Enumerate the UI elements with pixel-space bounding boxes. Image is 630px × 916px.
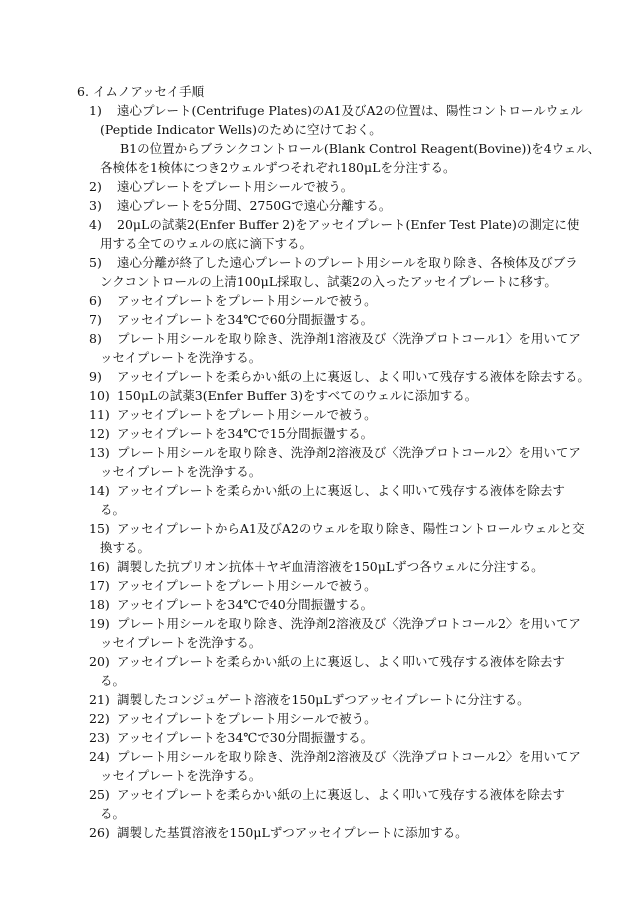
- step-number: 16): [89, 559, 110, 574]
- step-text-line: プレート用シールを取り除き、洗浄剤2溶液及び〈洗浄プロトコール2〉を用いてア: [117, 445, 581, 460]
- step-number: 9): [89, 369, 102, 384]
- procedure-step: [0, 253, 630, 291]
- step-number: 23): [89, 730, 110, 745]
- step-number: 2): [89, 179, 102, 194]
- procedure-step: [0, 728, 630, 747]
- procedure-step: [0, 652, 630, 690]
- step-text-line: 遠心分離が終了した遠心プレートのプレート用シールを取り除き、各検体及びブラ: [117, 255, 578, 270]
- step-number: 25): [89, 787, 110, 802]
- procedure-step: [0, 823, 630, 842]
- procedure-step: [0, 196, 630, 215]
- step-text-line: 用する全てのウェルの底に滴下する。: [100, 236, 313, 251]
- procedure-step: [0, 747, 630, 785]
- step-text-line: アッセイプレートを34℃で30分間振盪する。: [117, 730, 374, 745]
- step-text-line: 150μLの試薬3(Enfer Buffer 3)をすべてのウェルに添加する。: [117, 388, 478, 403]
- step-text-line: アッセイプレートをプレート用シールで被う。: [117, 293, 377, 308]
- section-title: 6. イムノアッセイ手順: [77, 84, 205, 99]
- step-text-line: アッセイプレートを柔らかい紙の上に裏返し、よく叩いて残存する液体を除去す: [117, 483, 565, 498]
- step-text-line: 20μLの試薬2(Enfer Buffer 2)をアッセイプレート(Enfer Test Plate)の測定に使: [117, 217, 580, 232]
- step-text-line: 各検体を1検体につき2ウェルずつそれぞれ180μLを分注する。: [100, 160, 456, 175]
- step-number: 5): [89, 255, 102, 270]
- step-text-line: アッセイプレートを34℃で15分間振盪する。: [117, 426, 374, 441]
- step-number: 14): [89, 483, 110, 498]
- procedure-step: [0, 785, 630, 823]
- step-text-line: ッセイプレートを洗浄する。: [100, 768, 262, 783]
- step-text-line: 遠心プレート(Centrifuge Plates)のA1及びA2の位置は、陽性コントロールウェル: [117, 103, 583, 118]
- step-number: 15): [89, 521, 110, 536]
- step-text-line: B1の位置からブランクコントロール(Blank Control Reagent(Bovine))を4ウェル、: [120, 141, 601, 156]
- step-text-line: る。: [100, 502, 126, 517]
- step-number: 18): [89, 597, 110, 612]
- step-text-line: アッセイプレートを柔らかい紙の上に裏返し、よく叩いて残存する液体を除去す: [117, 654, 565, 669]
- procedure-step: [0, 424, 630, 443]
- step-number: 26): [89, 825, 110, 840]
- procedure-step: [0, 690, 630, 709]
- procedure-step: [0, 405, 630, 424]
- step-text-line: 換する。: [100, 540, 151, 555]
- step-number: 24): [89, 749, 110, 764]
- step-text-line: 遠心プレートをプレート用シールで被う。: [117, 179, 354, 194]
- procedure-step: [0, 367, 630, 386]
- procedure-step: [0, 557, 630, 576]
- step-text-line: アッセイプレートをプレート用シールで被う。: [117, 578, 377, 593]
- step-text-line: る。: [100, 806, 126, 821]
- step-number: 21): [89, 692, 110, 707]
- procedure-step: [0, 386, 630, 405]
- procedure-step: [0, 519, 630, 557]
- step-number: 10): [89, 388, 110, 403]
- procedure-step: [0, 709, 630, 728]
- procedure-step: [0, 576, 630, 595]
- procedure-step: [0, 291, 630, 310]
- step-number: 22): [89, 711, 110, 726]
- procedure-list: [0, 101, 630, 842]
- step-text-line: アッセイプレートを柔らかい紙の上に裏返し、よく叩いて残存する液体を除去す: [117, 787, 565, 802]
- procedure-step: [0, 443, 630, 481]
- step-text-line: アッセイプレートを34℃で40分間振盪する。: [117, 597, 374, 612]
- procedure-step: [0, 329, 630, 367]
- step-number: 1): [89, 103, 102, 118]
- step-number: 8): [89, 331, 102, 346]
- step-text-line: プレート用シールを取り除き、洗浄剤2溶液及び〈洗浄プロトコール2〉を用いてア: [117, 749, 581, 764]
- step-text-line: る。: [100, 673, 126, 688]
- step-text-line: ッセイプレートを洗浄する。: [100, 635, 262, 650]
- procedure-step: [0, 481, 630, 519]
- step-text-line: アッセイプレートをプレート用シールで被う。: [117, 407, 377, 422]
- step-text-line: アッセイプレートからA1及びA2のウェルを取り除き、陽性コントロールウェルと交: [117, 521, 585, 536]
- step-text-line: 調製したコンジュゲート溶液を150μLずつアッセイプレートに分注する。: [117, 692, 530, 707]
- step-number: 6): [89, 293, 102, 308]
- step-text-line: プレート用シールを取り除き、洗浄剤2溶液及び〈洗浄プロトコール2〉を用いてア: [117, 616, 581, 631]
- step-text-line: 調製した抗プリオン抗体＋ヤギ血清溶液を150μLずつ各ウェルに分注する。: [117, 559, 544, 574]
- procedure-step: [0, 595, 630, 614]
- step-text-line: アッセイプレートを34℃で60分間振盪する。: [117, 312, 374, 327]
- step-text-line: ッセイプレートを洗浄する。: [100, 464, 262, 479]
- step-number: 12): [89, 426, 110, 441]
- step-number: 13): [89, 445, 110, 460]
- step-text-line: 遠心プレートを5分間、2750Gで遠心分離する。: [117, 198, 392, 213]
- step-number: 4): [89, 217, 102, 232]
- procedure-step: [0, 215, 630, 253]
- step-text-line: ッセイプレートを洗浄する。: [100, 350, 262, 365]
- procedure-step: [0, 101, 630, 177]
- step-text-line: ンクコントロールの上清100μL採取し、試薬2の入ったアッセイプレートに移す。: [100, 274, 557, 289]
- step-number: 19): [89, 616, 110, 631]
- step-number: 7): [89, 312, 102, 327]
- step-text-line: (Peptide Indicator Wells)のために空けておく。: [100, 122, 382, 137]
- step-number: 11): [89, 407, 110, 422]
- step-text-line: プレート用シールを取り除き、洗浄剤1溶液及び〈洗浄プロトコール1〉を用いてア: [117, 331, 581, 346]
- step-text-line: アッセイプレートをプレート用シールで被う。: [117, 711, 377, 726]
- step-number: 17): [89, 578, 110, 593]
- procedure-step: [0, 310, 630, 329]
- procedure-step: [0, 614, 630, 652]
- step-number: 20): [89, 654, 110, 669]
- procedure-step: [0, 177, 630, 196]
- step-number: 3): [89, 198, 102, 213]
- step-text-line: 調製した基質溶液を150μLずつアッセイプレートに添加する。: [117, 825, 468, 840]
- step-text-line: アッセイプレートを柔らかい紙の上に裏返し、よく叩いて残存する液体を除去する。: [117, 369, 590, 384]
